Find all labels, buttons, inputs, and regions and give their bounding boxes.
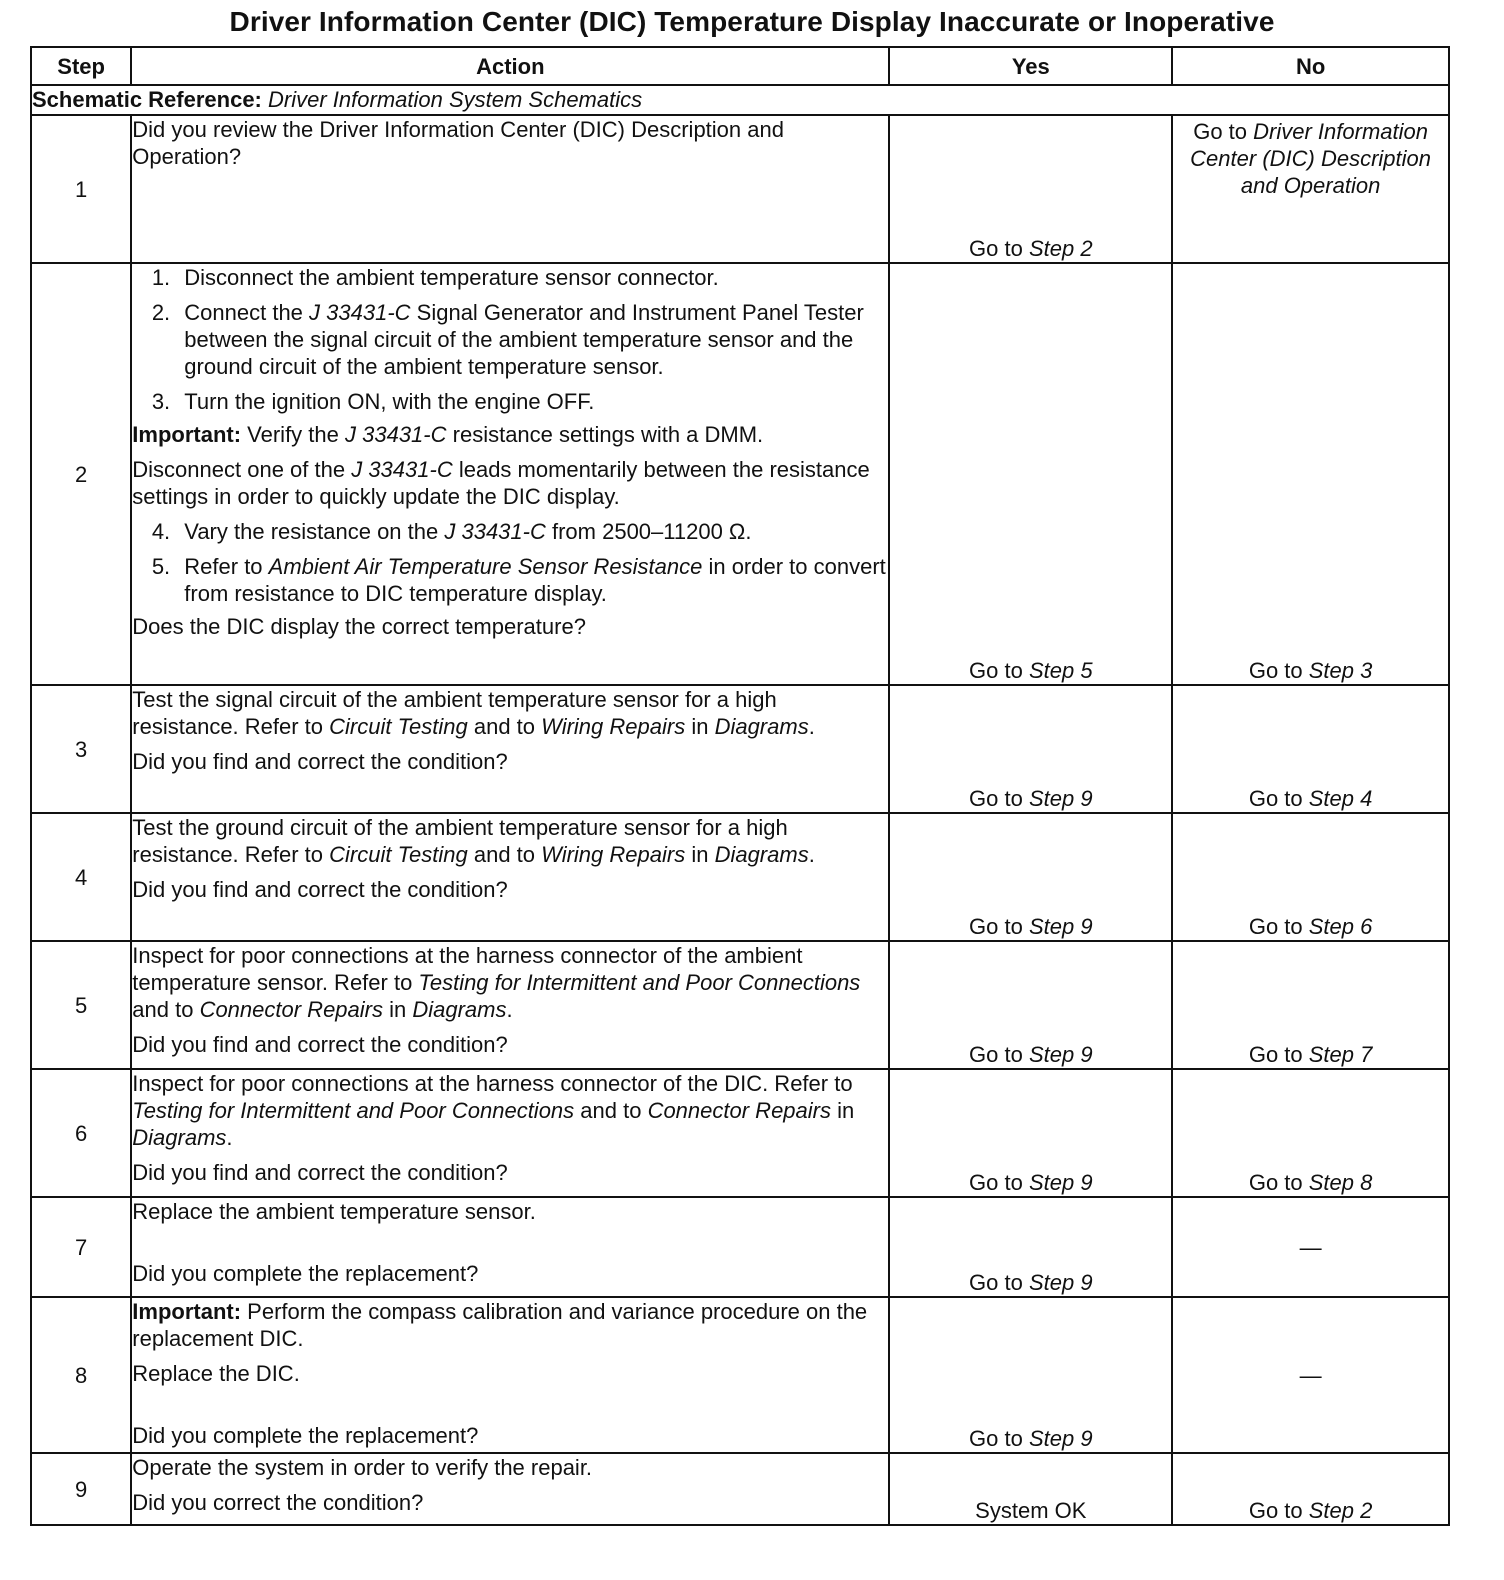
action-text	[132, 1070, 888, 1151]
doc-link[interactable]: Circuit Testing	[329, 714, 468, 739]
schematic-reference	[31, 85, 1449, 115]
table-row	[31, 813, 1449, 941]
action-text	[132, 686, 888, 740]
doc-link[interactable]: Diagrams	[132, 1125, 227, 1150]
no-cell	[1172, 263, 1449, 685]
yes-cell	[889, 263, 1172, 685]
no-step-link[interactable]: Step 6	[1308, 914, 1373, 939]
doc-link[interactable]: Testing for Intermittent and Poor Connections	[418, 970, 861, 995]
text: and to	[467, 842, 542, 867]
table-row	[31, 685, 1449, 813]
no-cell: —	[1172, 1297, 1449, 1453]
important-label: Important:	[132, 422, 242, 447]
yes-prefix: Go to	[969, 236, 1029, 261]
header-yes: Yes	[889, 47, 1172, 85]
text: in	[685, 714, 715, 739]
procedure-list	[132, 518, 888, 607]
no-prefix: Go to	[1193, 119, 1254, 144]
table-row	[31, 263, 1449, 685]
doc-link[interactable]: Wiring Repairs	[541, 842, 686, 867]
list-item	[176, 518, 888, 545]
yes-step-link[interactable]: Step 9	[1028, 786, 1093, 811]
yes-cell	[889, 813, 1172, 941]
no-cell	[1172, 1069, 1449, 1197]
doc-link[interactable]: Connector Repairs	[647, 1098, 831, 1123]
action-cell	[131, 813, 889, 941]
text: Connect the	[184, 300, 310, 325]
question-text: Did you find and correct the condition?	[132, 749, 508, 774]
yes-step-link[interactable]: Step 9	[1028, 1170, 1093, 1195]
no-prefix: Go to	[1248, 658, 1309, 683]
action-text	[132, 942, 888, 1023]
text: in	[383, 997, 413, 1022]
question-text: Did you complete the replacement?	[132, 1261, 479, 1286]
text: and to	[132, 997, 200, 1022]
doc-link[interactable]: Wiring Repairs	[541, 714, 686, 739]
step-number: 2	[31, 263, 131, 685]
yes-prefix: Go to	[969, 1170, 1029, 1195]
step-number: 1	[31, 115, 131, 263]
schematic-link[interactable]: Driver Information System Schematics	[268, 87, 643, 112]
list-item	[176, 553, 888, 607]
no-cell	[1172, 685, 1449, 813]
no-step-link[interactable]: Step 7	[1308, 1042, 1373, 1067]
action-text	[132, 814, 888, 868]
text: Test the signal circuit of the ambient temperature sensor for a high resistance. Refer to	[132, 687, 777, 739]
step-number: 3	[31, 685, 131, 813]
header-step: Step	[31, 47, 131, 85]
yes-cell	[889, 941, 1172, 1069]
schematic-label: Schematic Reference:	[32, 87, 262, 112]
doc-link[interactable]: Diagrams	[714, 714, 809, 739]
yes-cell	[889, 1197, 1172, 1297]
question-text: Does the DIC display the correct temperature?	[132, 614, 586, 639]
diagnostic-table	[30, 46, 1450, 1526]
action-cell	[131, 1069, 889, 1197]
header-action: Action	[131, 47, 889, 85]
important-note	[132, 421, 888, 448]
step-number: 8	[31, 1297, 131, 1453]
table-row	[31, 1453, 1449, 1525]
question-text: Did you correct the condition?	[132, 1490, 424, 1515]
table-row	[31, 1197, 1449, 1297]
step-number: 5	[31, 941, 131, 1069]
header-no: No	[1172, 47, 1449, 85]
no-prefix: Go to	[1248, 786, 1309, 811]
no-step-link[interactable]: Step 8	[1308, 1170, 1373, 1195]
no-cell	[1172, 115, 1449, 263]
action-cell	[131, 263, 889, 685]
text: Signal Generator and Instrument Panel Tester between the signal circuit of the ambient temperature sensor and the ground circuit of the ambient temperature sensor.	[184, 300, 864, 379]
no-prefix: Go to	[1248, 914, 1309, 939]
question-text: Did you find and correct the condition?	[132, 877, 508, 902]
yes-cell	[889, 115, 1172, 263]
action-cell	[131, 941, 889, 1069]
no-step-link[interactable]: Step 4	[1308, 786, 1373, 811]
no-step-link[interactable]: Step 3	[1308, 658, 1373, 683]
table-row	[31, 1069, 1449, 1197]
list-item: 1. Disconnect the ambient temperature sensor connector.	[176, 264, 888, 291]
question-text: Did you find and correct the condition?	[132, 1032, 508, 1057]
yes-step-link[interactable]: Step 9	[1028, 914, 1093, 939]
list-item: 3. Turn the ignition ON, with the engine OFF.	[176, 388, 888, 415]
doc-link[interactable]: Connector Repairs	[199, 997, 383, 1022]
yes-step-link[interactable]: Step 9	[1028, 1270, 1093, 1295]
action-text: Did you review the Driver Information Center (DIC) Description and Operation?	[132, 117, 784, 169]
step-number: 4	[31, 813, 131, 941]
text: and to	[574, 1098, 648, 1123]
text: Inspect for poor connections at the harness connector of the ambient temperature sensor. Refer to	[132, 943, 803, 995]
note-text	[132, 456, 888, 510]
yes-step-link[interactable]: Step 2	[1028, 236, 1093, 261]
no-prefix: Go to	[1248, 1042, 1309, 1067]
text: leads momentarily between the resistance settings in order to quickly update the DIC display.	[132, 457, 870, 509]
yes-prefix: Go to	[969, 1042, 1029, 1067]
header-row	[31, 47, 1449, 85]
doc-link[interactable]: Ambient Air Temperature Sensor Resistance	[268, 554, 703, 579]
doc-link[interactable]: Testing for Intermittent and Poor Connections	[132, 1098, 575, 1123]
text: in order to convert from resistance to DIC temperature display.	[184, 554, 886, 606]
text: .	[506, 997, 513, 1022]
list-item	[176, 299, 888, 380]
tool-ref: J 33431-C	[345, 422, 447, 447]
yes-cell	[889, 1069, 1172, 1197]
question-text: Did you find and correct the condition?	[132, 1160, 508, 1185]
text: .	[226, 1125, 233, 1150]
text: resistance settings with a DMM.	[446, 422, 764, 447]
step-number: 7	[31, 1197, 131, 1297]
action-cell	[131, 1297, 889, 1453]
text: Perform the compass calibration and variance procedure on the replacement DIC.	[132, 1299, 868, 1351]
question-text: Did you complete the replacement?	[132, 1423, 479, 1448]
text: Refer to	[184, 554, 269, 579]
yes-step-link[interactable]: Step 5	[1028, 658, 1093, 683]
text: .	[808, 714, 815, 739]
text: Vary the resistance on the	[184, 519, 445, 544]
important-note	[132, 1298, 888, 1352]
tool-ref: J 33431-C	[351, 457, 453, 482]
text: in	[685, 842, 715, 867]
text: Test the ground circuit of the ambient temperature sensor for a high resistance. Refer to	[132, 815, 788, 867]
action-text: Operate the system in order to verify the repair.	[132, 1455, 593, 1480]
no-prefix: Go to	[1248, 1498, 1309, 1523]
doc-link[interactable]: Diagrams	[714, 842, 809, 867]
text: and to	[467, 714, 542, 739]
doc-link[interactable]: Circuit Testing	[329, 842, 468, 867]
page-title: Driver Information Center (DIC) Temperature Display Inaccurate or Inoperative	[229, 6, 1275, 37]
text: .	[808, 842, 815, 867]
procedure-list	[132, 264, 888, 415]
table-row	[31, 941, 1449, 1069]
yes-prefix: Go to	[969, 914, 1029, 939]
no-step-link[interactable]: Step 2	[1308, 1498, 1373, 1523]
action-cell	[131, 115, 889, 263]
action-cell	[131, 1453, 889, 1525]
yes-prefix: Go to	[969, 658, 1029, 683]
yes-cell: System OK	[889, 1453, 1172, 1525]
no-cell	[1172, 941, 1449, 1069]
text: in	[831, 1098, 855, 1123]
yes-cell	[889, 685, 1172, 813]
doc-link[interactable]: Diagrams	[412, 997, 507, 1022]
action-cell	[131, 685, 889, 813]
no-doc-link[interactable]: Driver Information Center (DIC) Description and Operation	[1190, 119, 1432, 198]
yes-step-link[interactable]: Step 9	[1028, 1042, 1093, 1067]
schematic-row	[31, 85, 1449, 115]
step-number: 9	[31, 1453, 131, 1525]
step-number: 6	[31, 1069, 131, 1197]
no-prefix: Go to	[1248, 1170, 1309, 1195]
text: Verify the	[241, 422, 345, 447]
yes-prefix: Go to	[969, 1426, 1029, 1451]
tool-ref: J 33431-C	[309, 300, 411, 325]
no-cell	[1172, 813, 1449, 941]
no-cell: —	[1172, 1197, 1449, 1297]
text: Disconnect one of the	[132, 457, 352, 482]
tool-ref: J 33431-C	[444, 519, 546, 544]
table-row	[31, 1297, 1449, 1453]
yes-cell	[889, 1297, 1172, 1453]
yes-step-link[interactable]: Step 9	[1028, 1426, 1093, 1451]
yes-prefix: Go to	[969, 1270, 1029, 1295]
table-row	[31, 115, 1449, 263]
yes-prefix: Go to	[969, 786, 1029, 811]
important-label: Important:	[132, 1299, 242, 1324]
text: Inspect for poor connections at the harness connector of the DIC. Refer to	[132, 1071, 853, 1096]
action-text: Replace the ambient temperature sensor.	[132, 1199, 536, 1224]
text: from 2500–11200 Ω.	[545, 519, 752, 544]
action-text: Replace the DIC.	[132, 1361, 300, 1386]
action-cell	[131, 1197, 889, 1297]
no-cell	[1172, 1453, 1449, 1525]
